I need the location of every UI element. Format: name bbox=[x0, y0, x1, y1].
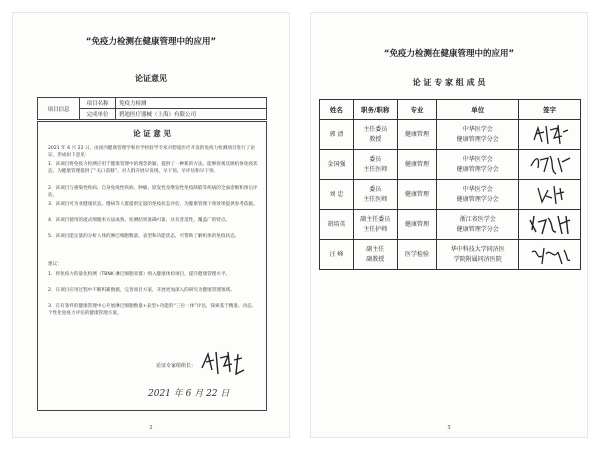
unit-line: 中华医学会 bbox=[462, 155, 493, 163]
project-info-table bbox=[37, 97, 267, 120]
expert-specialty: 医学检验 bbox=[397, 240, 437, 270]
role-line: 副主任 bbox=[366, 245, 385, 253]
opinion-heading: 论 证 意 见 bbox=[133, 129, 171, 138]
column-header: 单位 bbox=[437, 100, 519, 120]
unit-line: 学院附属同济医院 bbox=[453, 255, 502, 263]
suggestion-title: 建议： bbox=[48, 262, 62, 267]
unit-line: 中华医学会 bbox=[462, 185, 493, 193]
table-row bbox=[320, 180, 581, 210]
expert-unit bbox=[437, 210, 519, 240]
role-line: 主任医师 bbox=[363, 195, 388, 203]
role-line: 主任委员 bbox=[363, 125, 388, 133]
handwritten-signature bbox=[528, 242, 572, 268]
opinion-point: 2．该项目与感染性疾病、自身免疫性疾病、肿瘤、原发性及继发性免疫缺陷等疾病的全面诊断和预后评估。 bbox=[48, 186, 258, 198]
page-subtitle: 论 证 专 家 组 成 员 bbox=[412, 78, 486, 87]
handwritten-signature bbox=[198, 348, 248, 378]
unit-line: 健康管理学分会 bbox=[456, 225, 499, 233]
expert-name: 金国强 bbox=[320, 150, 354, 180]
opinion-intro: 2021 年 6 月 22 日，由国内健康管理学和医学检验学专家对碧迪医疗开发的免疫力检测项目进行了论证，形成如下意见： bbox=[48, 146, 255, 158]
expert-role bbox=[353, 150, 397, 180]
role-line: 副主任委员 bbox=[360, 215, 391, 223]
opinion-box bbox=[37, 121, 267, 411]
opinion-point: 1．该项目将免疫力检测应用于健康管理中的理念新颖，提供了一种新的方法，能够客观反映机体免疫状态，为健康管理提供了“关口前移”，对人群开展早发现、早干预、早评估和早干预。 bbox=[48, 162, 258, 174]
role-line: 副教授 bbox=[366, 255, 385, 263]
signature-cell bbox=[519, 180, 581, 210]
opinion-point: 4．该项目使用的流式细胞术方法成熟，检测结果准确可靠，具有普适性，覆盖广的特点。 bbox=[48, 218, 231, 223]
unit-line: 中华医学会 bbox=[462, 125, 493, 133]
opinion-point: 3．该项目可为亚健康状态、慢病等人群提供定量的免疫状态评估，为健康管理干预效果提供参考依据。 bbox=[48, 202, 258, 207]
expert-specialty: 健康管理 bbox=[397, 120, 437, 150]
column-header: 签字 bbox=[519, 100, 581, 120]
handwritten-signature bbox=[526, 212, 574, 238]
expert-role bbox=[353, 180, 397, 210]
handwritten-date: 2021 年 6 月 22 日 bbox=[148, 389, 230, 399]
page-number: 2 bbox=[149, 425, 153, 431]
handwritten-signature bbox=[528, 152, 572, 178]
signature-label: 论证专家组组长： bbox=[156, 363, 197, 369]
page-title: “免疫力检测在健康管理中的应用” bbox=[383, 49, 515, 59]
expert-unit bbox=[437, 150, 519, 180]
unit-line: 健康管理学分会 bbox=[456, 165, 499, 173]
signature-cell bbox=[519, 150, 581, 180]
signature-cell bbox=[519, 120, 581, 150]
suggestion-item: 2．在项目应用过程中不断积累数据，完善项目方案，开展更加深入的研究为健康管理领域。 bbox=[48, 288, 235, 293]
suggestion-item: 1．将免疫力的量化检测（TBNK 淋巴细胞亚群）纳入健康体检项目，提升健康管理水平。 bbox=[48, 272, 231, 277]
page-subtitle: 论证意见 bbox=[135, 74, 167, 83]
table-header-row bbox=[320, 100, 581, 120]
project-name-label: 项目名称 bbox=[80, 98, 116, 109]
page-title: “免疫力检测在健康管理中的应用” bbox=[85, 37, 217, 47]
project-info-label: 项目信息 bbox=[38, 98, 80, 120]
opinion-point: 5．该项目能定量的分析人体的淋巴细胞数量、表型和功能状态，可帮助了解机体的免疫状态。 bbox=[48, 234, 240, 239]
column-header: 姓名 bbox=[320, 100, 354, 120]
expert-name: 汪 峰 bbox=[320, 240, 354, 270]
column-header: 专业 bbox=[397, 100, 437, 120]
expert-name: 郭 清 bbox=[320, 120, 354, 150]
expert-specialty: 健康管理 bbox=[397, 210, 437, 240]
table-row bbox=[320, 150, 581, 180]
unit-line: 华中科技大学同济医 bbox=[450, 245, 505, 253]
table-row bbox=[320, 240, 581, 270]
expert-role bbox=[353, 120, 397, 150]
opinion-page bbox=[12, 12, 290, 438]
table-row bbox=[320, 120, 581, 150]
role-line: 主任护师 bbox=[363, 225, 388, 233]
suggestion-item: 3．在有条件的健康管理中心开展淋巴细胞数量+表型+功能的“三位一体”评估，探索基于精准、动态、个性化免疫力评估的健康管理方案。 bbox=[48, 304, 257, 316]
role-line: 教授 bbox=[369, 135, 382, 143]
expert-unit bbox=[437, 180, 519, 210]
expert-list-page bbox=[310, 12, 588, 438]
unit-line: 浙江省医学会 bbox=[459, 215, 496, 223]
expert-unit bbox=[437, 120, 519, 150]
expert-role bbox=[353, 240, 397, 270]
expert-role bbox=[353, 210, 397, 240]
unit-line: 健康管理学分会 bbox=[456, 195, 499, 203]
role-line: 委员 bbox=[369, 155, 382, 163]
unit-line: 健康管理学分会 bbox=[456, 135, 499, 143]
role-line: 主任医师 bbox=[363, 165, 388, 173]
role-line: 委员 bbox=[369, 185, 382, 193]
expert-name: 刘 忠 bbox=[320, 180, 354, 210]
handwritten-signature bbox=[530, 122, 570, 148]
expert-unit bbox=[437, 240, 519, 270]
expert-specialty: 健康管理 bbox=[397, 150, 437, 180]
unit-label: 完成单位 bbox=[80, 109, 116, 120]
column-header: 职务/职称 bbox=[353, 100, 397, 120]
project-name-value: 免疫力检测 bbox=[116, 98, 267, 109]
expert-specialty: 健康管理 bbox=[397, 180, 437, 210]
page-number: 3 bbox=[447, 425, 451, 431]
expert-name: 胡培英 bbox=[320, 210, 354, 240]
handwritten-signature bbox=[532, 182, 568, 208]
unit-value: 碧迪医疗器械（上海）有限公司 bbox=[116, 109, 267, 120]
signature-cell bbox=[519, 210, 581, 240]
table-row bbox=[320, 210, 581, 240]
signature-cell bbox=[519, 240, 581, 270]
expert-table bbox=[319, 99, 581, 270]
